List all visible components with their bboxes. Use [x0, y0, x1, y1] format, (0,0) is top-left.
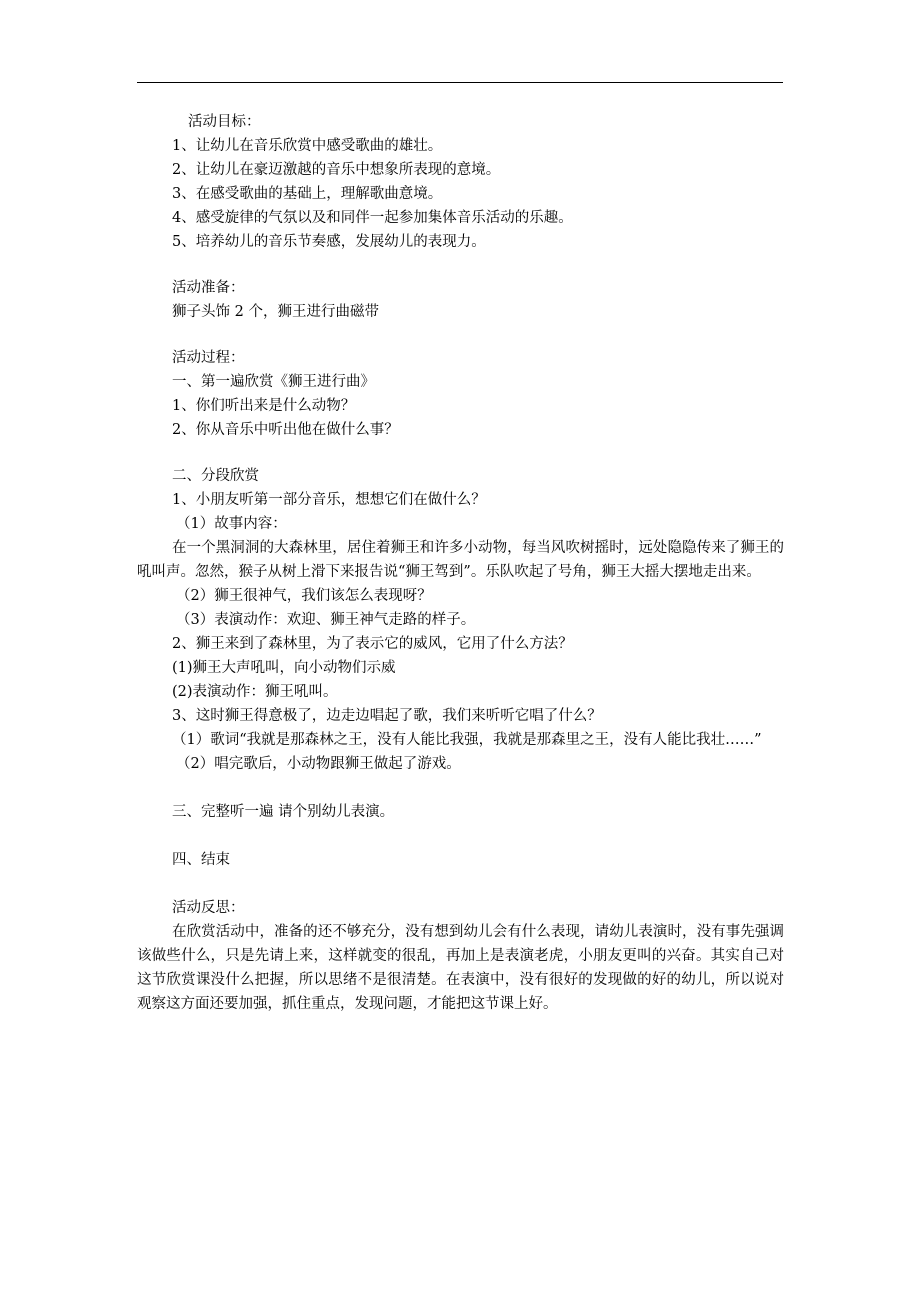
part3-title: 三、完整听一遍 请个别幼儿表演。: [172, 804, 395, 820]
header-rule: [137, 82, 783, 83]
part2-substep: （2）狮王很神气，我们该怎么表现呀？: [176, 588, 432, 604]
part2-substep: （2）唱完歌后，小动物跟狮王做起了游戏。: [176, 756, 461, 772]
part2-step: 2、狮王来到了森林里，为了表示它的威风，它用了什么方法？: [172, 636, 573, 652]
reflection-heading: 活动反思：: [172, 900, 245, 916]
part1-question: 2、你从音乐中听出他在做什么事？: [172, 422, 399, 438]
part2-step: 1、小朋友听第一部分音乐，想想它们在做什么？: [172, 492, 486, 508]
part2-title: 二、分段欣赏: [172, 468, 259, 484]
goal-item: 2、让幼儿在豪迈激越的音乐中想象所表现的意境。: [172, 162, 501, 178]
goal-item: 1、让幼儿在音乐欣赏中感受歌曲的雄壮。: [172, 138, 443, 154]
lyrics-paragraph: （1）歌词“我就是那森林之王，没有人能比我强，我就是那森里之王，没有人能比我壮……”: [172, 732, 762, 748]
reflection-paragraph: 在欣赏活动中，准备的还不够充分，没有想到幼儿会有什么表现，请幼儿表演时，没有事先强调该做些什么，只是先请上来，这样就变的很乱，再加上是表演老虎，小朋友更叫的兴奋。其实自己对这节欣赏课没什么把握，所以思绪不是很清楚。在表演中，没有很好的发现做的好的幼儿，所以说对观察这方面还要加强，抓住重点，发现问题，才能把这节课上好。: [137, 924, 784, 1012]
part1-title: 一、第一遍欣赏《狮王进行曲》: [172, 374, 375, 390]
part2-substep: (1)狮王大声吼叫，向小动物们示威: [172, 660, 396, 676]
part2-substep: (2)表演动作：狮王吼叫。: [172, 684, 338, 700]
part2-step: 3、这时狮王得意极了，边走边唱起了歌，我们来听听它唱了什么？: [172, 708, 602, 724]
goal-item: 4、感受旋律的气氛以及和同伴一起参加集体音乐活动的乐趣。: [172, 210, 573, 226]
process-heading: 活动过程：: [172, 350, 245, 366]
preparation-heading: 活动准备：: [172, 280, 245, 296]
goal-item: 3、在感受歌曲的基础上，理解歌曲意境。: [172, 186, 443, 202]
story-label: （1）故事内容：: [176, 516, 287, 532]
part2-substep: （3）表演动作：欢迎、狮王神气走路的样子。: [176, 612, 476, 628]
goals-heading: 活动目标：: [188, 114, 261, 130]
story-paragraph: 在一个黑洞洞的大森林里，居住着狮王和许多小动物，每当风吹树摇时，远处隐隐传来了狮王的吼叫声。忽然，猴子从树上滑下来报告说“狮王驾到”。乐队吹起了号角，狮王大摇大摆地走出来。: [137, 540, 784, 580]
preparation-text: 狮子头饰 2 个，狮王进行曲磁带: [172, 304, 379, 320]
document-body: [137, 110, 784, 1016]
part1-question: 1、你们听出来是什么动物？: [172, 398, 356, 414]
goal-item: 5、培养幼儿的音乐节奏感，发展幼儿的表现力。: [172, 234, 486, 250]
part4-title: 四、结束: [172, 852, 230, 868]
